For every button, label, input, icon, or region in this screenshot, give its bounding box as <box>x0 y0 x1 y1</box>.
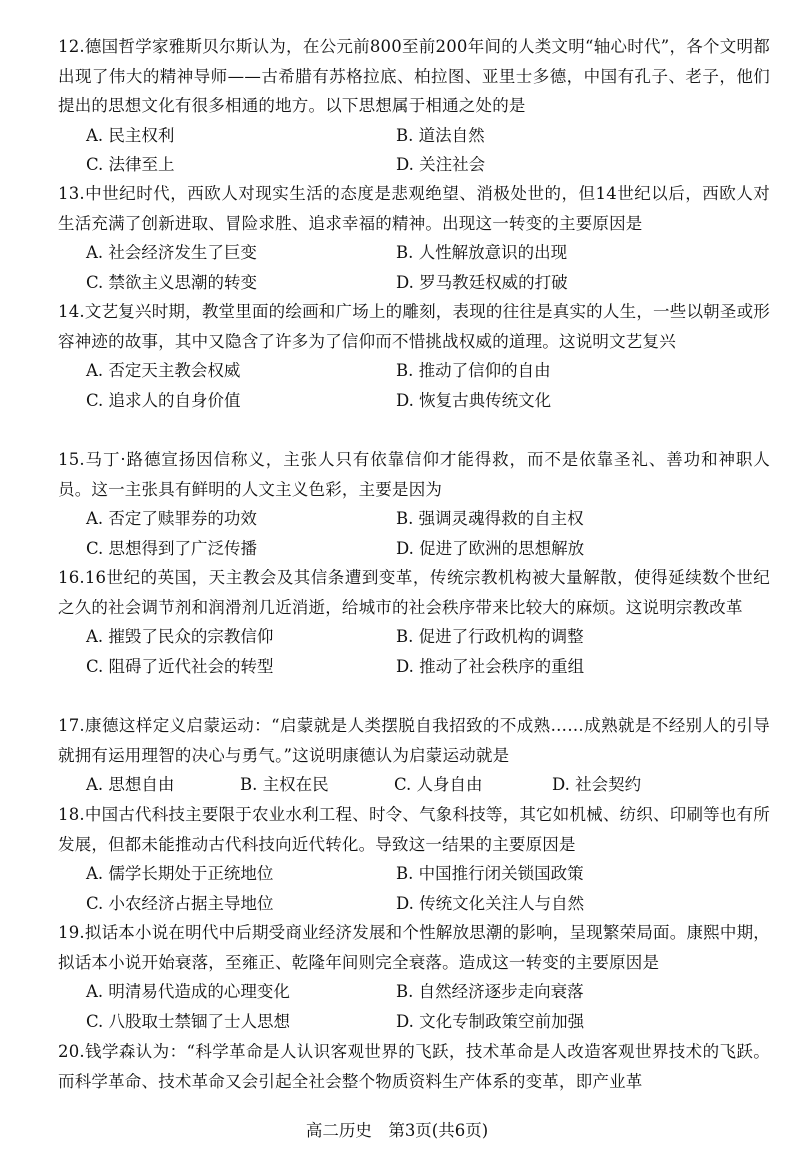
options-row <box>58 889 770 919</box>
question-text: 钱学森认为：“科学革命是人认识客观世界的飞跃，技术革命是人改造客观世界技术的飞跃。而科学革命、技术革命又会引起全社会整个物质资料生产体系的变革，即产业革 <box>58 1042 770 1091</box>
option-b: B. 中国推行闭关锁国政策 <box>396 864 584 883</box>
option-a: A. 明清易代造成的心理变化 <box>86 982 290 1001</box>
option-b: B. 促进了行政机构的调整 <box>396 627 584 646</box>
question-text: 文艺复兴时期，教堂里面的绘画和广场上的雕刻，表现的往往是真实的人生，一些以朝圣或形容神迹的故事，其中又隐含了许多为了信仰而不惜挑战权威的道理。这说明文艺复兴 <box>58 302 770 351</box>
option-c: C. 禁欲主义思潮的转变 <box>86 272 258 292</box>
option-c: C. 小农经济占据主导地位 <box>86 893 274 913</box>
question-stem <box>58 711 770 770</box>
question-18 <box>58 800 770 918</box>
options-row <box>58 150 770 180</box>
question-number: 17. <box>58 716 85 735</box>
option-b: B. 主权在民 <box>240 775 329 794</box>
option-c: C. 追求人的自身价值 <box>86 390 241 410</box>
option-a: A. 社会经济发生了巨变 <box>86 243 257 262</box>
option-a: A. 摧毁了民众的宗教信仰 <box>86 627 274 646</box>
question-number: 20. <box>58 1042 85 1061</box>
question-15 <box>58 445 770 563</box>
question-number: 16. <box>58 568 85 587</box>
option-d: D. 推动了社会秩序的重组 <box>396 656 585 676</box>
options-row <box>58 977 770 1007</box>
option-c: C. 人身自由 <box>394 775 483 794</box>
question-stem <box>58 297 770 356</box>
options-row <box>58 652 770 682</box>
option-d: D. 文化专制政策空前加强 <box>396 1011 585 1031</box>
option-b: B. 道法自然 <box>396 125 485 145</box>
options-row <box>58 356 770 386</box>
question-14 <box>58 297 770 415</box>
option-b: B. 推动了信仰的自由 <box>396 361 551 380</box>
question-number: 12. <box>58 37 85 56</box>
question-12 <box>58 32 770 180</box>
question-stem <box>58 800 770 859</box>
question-stem <box>58 179 770 238</box>
option-b: B. 自然经济逐步走向衰落 <box>396 982 584 1001</box>
question-13 <box>58 179 770 297</box>
options-row <box>58 504 770 534</box>
question-text: 马丁·路德宣扬因信称义，主张人只有依靠信仰才能得救，而不是依靠圣礼、善功和神职人员。这一主张具有鲜明的人文主义色彩，主要是因为 <box>58 450 770 499</box>
option-a: A. 民主权利 <box>86 125 175 145</box>
options-row <box>58 238 770 268</box>
option-b: B. 强调灵魂得救的自主权 <box>396 509 584 528</box>
options-row <box>58 622 770 652</box>
question-number: 19. <box>58 923 85 942</box>
question-text: 中国古代科技主要限于农业水利工程、时令、气象科技等，其它如机械、纺织、印刷等也有所发展，但都未能推动古代科技向近代转化。导致这一结果的主要原因是 <box>58 805 770 854</box>
option-b: B. 人性解放意识的出现 <box>396 243 568 262</box>
option-d: D. 传统文化关注人与自然 <box>396 893 585 913</box>
question-number: 18. <box>58 805 85 824</box>
option-d: D. 关注社会 <box>396 155 486 174</box>
question-number: 14. <box>58 302 85 321</box>
option-d: D. 罗马教廷权威的打破 <box>396 272 568 292</box>
option-d: D. 促进了欧洲的思想解放 <box>396 538 585 558</box>
page-footer: 高二历史 第3页(共6页) <box>305 1121 489 1140</box>
question-20 <box>58 1037 770 1096</box>
question-stem <box>58 445 770 504</box>
question-stem <box>58 918 770 977</box>
question-19 <box>58 918 770 1036</box>
question-text: 中世纪时代，西欧人对现实生活的态度是悲观绝望、消极处世的，但14世纪以后，西欧人对生活充满了创新进取、冒险求胜、追求幸福的精神。出现这一转变的主要原因是 <box>58 184 770 233</box>
options-row <box>58 859 770 889</box>
option-a: A. 否定天主教会权威 <box>86 361 241 380</box>
options-row <box>58 268 770 298</box>
question-stem <box>58 32 770 121</box>
options-row <box>58 1007 770 1037</box>
options-row <box>58 534 770 564</box>
option-c: C. 八股取士禁锢了士人思想 <box>86 1011 291 1031</box>
question-number: 15. <box>58 450 85 469</box>
question-number: 13. <box>58 184 85 203</box>
options-row <box>58 386 770 416</box>
option-c: C. 阻碍了近代社会的转型 <box>86 656 274 676</box>
question-text: 16世纪的英国，天主教会及其信条遭到变革，传统宗教机构被大量解散，使得延续数个世纪之久的社会调节剂和润滑剂几近消逝，给城市的社会秩序带来比较大的麻烦。这说明宗教改革 <box>58 568 770 617</box>
option-d: D. 恢复古典传统文化 <box>396 390 552 410</box>
question-16 <box>58 563 770 681</box>
options-row <box>58 121 770 151</box>
question-text: 德国哲学家雅斯贝尔斯认为，在公元前800至前200年间的人类文明“轴心时代”，各个文明都出现了伟大的精神导师——古希腊有苏格拉底、柏拉图、亚里士多德，中国有孔子、老子，他们提出的思想文化有很多相通的地方。以下思想属于相通之处的是 <box>58 37 770 115</box>
option-c: C. 思想得到了广泛传播 <box>86 538 258 558</box>
option-a: A. 儒学长期处于正统地位 <box>86 864 274 883</box>
question-text: 拟话本小说在明代中后期受商业经济发展和个性解放思潮的影响，呈现繁荣局面。康熙中期，拟话本小说开始衰落，至雍正、乾隆年间则完全衰落。造成这一转变的主要原因是 <box>58 923 770 972</box>
question-17 <box>58 711 770 800</box>
options-row <box>58 770 770 800</box>
option-d: D. 社会契约 <box>552 775 642 794</box>
question-text: 康德这样定义启蒙运动：“启蒙就是人类摆脱自我招致的不成熟……成熟就是不经别人的引导就拥有运用理智的决心与勇气。”这说明康德认为启蒙运动就是 <box>58 716 770 765</box>
option-a: A. 否定了赎罪券的功效 <box>86 509 257 528</box>
question-stem <box>58 563 770 622</box>
question-stem <box>58 1037 770 1096</box>
option-a: A. 思想自由 <box>86 775 175 794</box>
option-c: C. 法律至上 <box>86 155 175 174</box>
